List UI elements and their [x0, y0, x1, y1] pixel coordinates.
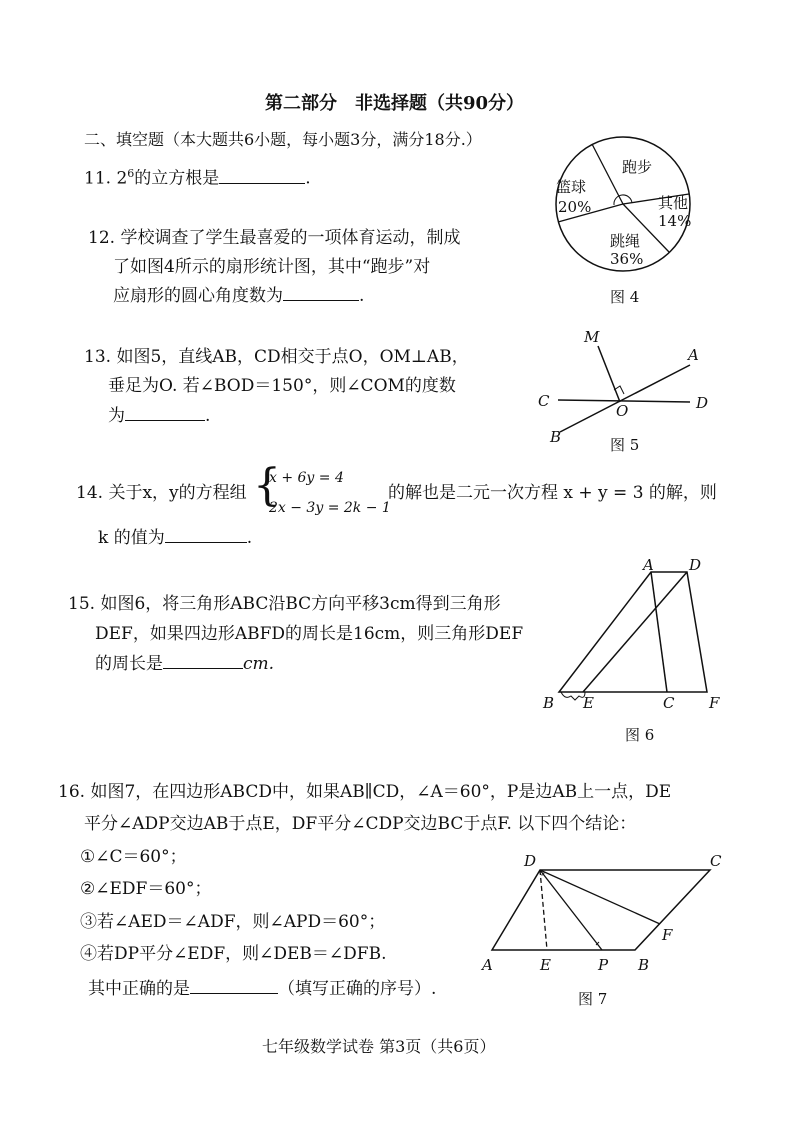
page-title: 第二部分 非选择题（共90分）: [265, 93, 525, 114]
line-ab: [560, 365, 690, 432]
q12-end: .: [359, 286, 365, 306]
q14-equation-2: 2x − 3y = 2k − 1: [269, 500, 391, 516]
q11-text: 的立方根是: [134, 168, 220, 189]
q13-line3-text: 为: [108, 406, 125, 426]
q11-answer-blank[interactable]: [219, 167, 305, 184]
label-a: A: [482, 956, 493, 974]
segment-de: [540, 870, 547, 950]
q15-line3-text: 的周长是: [95, 654, 163, 674]
q15-line3: [95, 652, 274, 676]
figure-5-diagram: [530, 320, 730, 460]
label-d: D: [696, 394, 709, 412]
system-brace: {: [253, 460, 281, 511]
q16-line1: 16. 如图7，在四边形ABCD中，如果AB∥CD，∠A＝60°，P是边AB上一点，DE: [58, 782, 672, 802]
figure-4-pie-chart: [540, 120, 700, 306]
q11-number: 11.: [84, 168, 112, 189]
q15-line2: DEF，如果四边形ABFD的周长是16cm，则三角形DEF: [95, 624, 524, 644]
figure-4-caption: 图 4: [610, 288, 640, 306]
figure-6-caption: 图 6: [625, 726, 655, 744]
label-m: M: [584, 328, 600, 346]
pie-divider-1: [592, 144, 623, 204]
q14-equation-1: x + 6y = 4: [269, 470, 344, 486]
q16-conclusion-3: ③若∠AED＝∠ADF，则∠APD＝60°；: [80, 912, 386, 932]
segment-de: [583, 572, 687, 692]
q14-line2: [98, 526, 252, 550]
label-rope: 跳绳: [610, 232, 641, 250]
q14-pre: 14. 关于x，y的方程组: [76, 483, 247, 503]
q13-end: .: [205, 406, 211, 426]
be-brace: [561, 692, 585, 700]
label-d: D: [689, 556, 702, 574]
q11-exponent: 6: [127, 167, 135, 180]
q16-conclusion-1: ①∠C＝60°；: [80, 847, 187, 867]
ray-om: [598, 346, 620, 402]
figure-5-caption: 图 5: [610, 436, 640, 454]
q14-line2-text: k 的值为: [98, 528, 165, 548]
label-c: C: [663, 694, 675, 712]
label-rope-pct: 36%: [610, 250, 644, 268]
quadrilateral-abcd: [492, 870, 710, 950]
q15-line1: 15. 如图6，将三角形ABC沿BC方向平移3cm得到三角形: [68, 594, 501, 614]
segment-ac: [651, 572, 667, 692]
q12-line3-text: 应扇形的圆心角度数为: [113, 286, 283, 306]
question-11: [84, 162, 311, 191]
label-basketball: 篮球: [556, 178, 587, 196]
q13-line1: 13. 如图5，直线AB，CD相交于点O，OM⊥AB，: [84, 347, 469, 367]
label-basketball-pct: 20%: [558, 198, 592, 216]
figure-7-diagram: [480, 850, 730, 1020]
label-a: A: [688, 346, 699, 364]
label-running: 跑步: [622, 158, 653, 176]
label-e: E: [540, 956, 551, 974]
segment-dp: [540, 870, 602, 950]
label-f: F: [662, 926, 673, 944]
quadrilateral-abfd: [559, 572, 707, 692]
q13-answer-blank[interactable]: [125, 404, 205, 421]
q11-end: .: [305, 168, 311, 189]
q16-answer-post: （填写正确的序号）.: [278, 979, 437, 999]
label-other: 其他: [658, 194, 689, 212]
label-o: O: [616, 402, 629, 420]
q12-line3: [113, 284, 364, 308]
label-c: C: [538, 392, 550, 410]
label-p: P: [598, 956, 609, 974]
q15-answer-blank[interactable]: [163, 652, 243, 669]
figure-6-diagram: [535, 552, 735, 742]
q16-conclusion-2: ②∠EDF＝60°；: [80, 879, 212, 899]
q16-answer-line: [88, 977, 436, 1001]
q12-answer-blank[interactable]: [283, 284, 359, 301]
q12-line1: 12. 学校调查了学生最喜爱的一项体育运动，制成: [88, 228, 461, 248]
q11-base: 2: [116, 168, 128, 189]
section-heading: 二、填空题（本大题共6小题，每小题3分，满分18分.）: [84, 130, 482, 149]
label-a: A: [643, 556, 654, 574]
figure-7-caption: 图 7: [578, 990, 608, 1008]
q16-conclusion-4: ④若DP平分∠EDF，则∠DEB＝∠DFB.: [80, 944, 387, 964]
q14-answer-blank[interactable]: [165, 526, 247, 543]
q15-unit: cm.: [243, 654, 275, 674]
page-footer: 七年级数学试卷 第3页（共6页）: [262, 1037, 496, 1056]
q16-answer-pre: 其中正确的是: [88, 979, 190, 999]
label-b: B: [550, 428, 562, 446]
q16-line2: 平分∠ADP交边AB于点E，DF平分∠CDP交边BC于点F. 以下四个结论：: [84, 814, 637, 834]
label-other-pct: 14%: [658, 212, 692, 230]
segment-df: [540, 870, 660, 924]
q16-answer-blank[interactable]: [190, 977, 278, 994]
q13-line3: [108, 404, 210, 428]
label-c: C: [710, 852, 722, 870]
label-e: E: [583, 694, 594, 712]
label-b: B: [543, 694, 555, 712]
q13-line2: 垂足为O. 若∠BOD＝150°，则∠COM的度数: [108, 376, 456, 396]
q14-end: .: [246, 528, 253, 548]
q12-line2: 了如图4所示的扇形统计图，其中“跑步”对: [113, 257, 431, 277]
q14-post: 的解也是二元一次方程 x + y = 3 的解，则: [388, 483, 717, 503]
label-b: B: [638, 956, 650, 974]
label-f: F: [709, 694, 720, 712]
label-d: D: [524, 852, 537, 870]
